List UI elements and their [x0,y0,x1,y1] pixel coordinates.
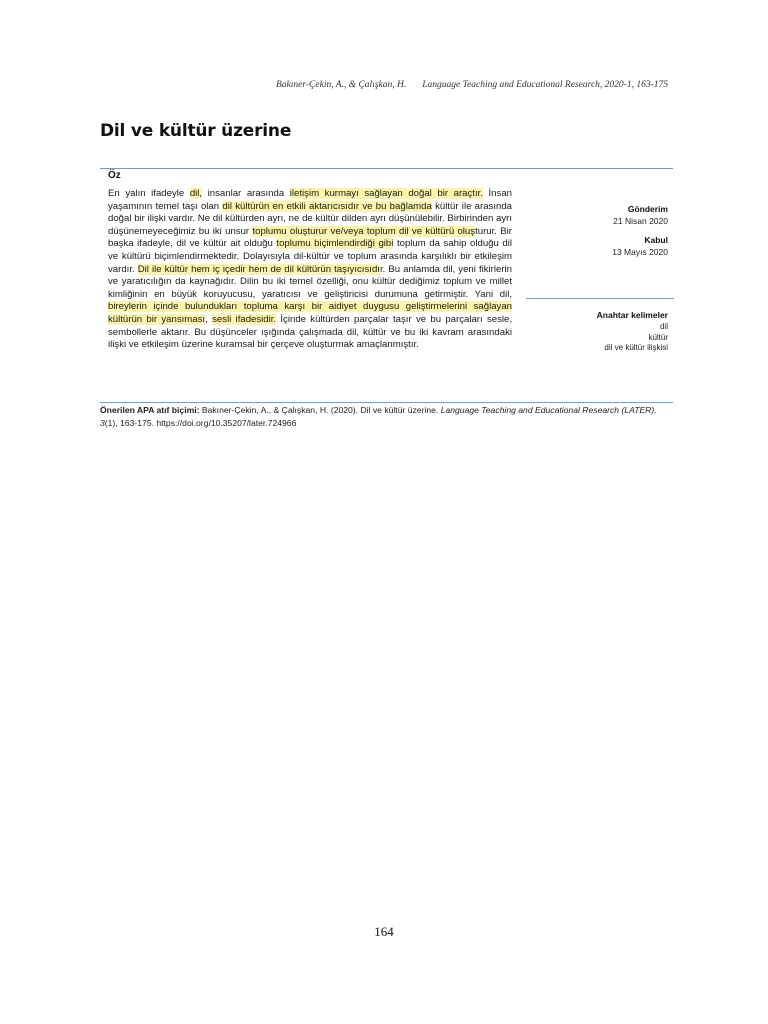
submitted-block [540,204,668,226]
abstract-body [108,188,512,352]
abstract-text: toplum da sahip olduğu dil ve kültürü biçimlendirmektedir. Dolayısıyla dil-kültür ve toplum arasında karşılıklı bir etkileşim vardır. [108,238,513,275]
suggested-citation [100,404,670,429]
highlighted-text: iletişim kurmayı sağlayan doğal bir araçtır. [289,188,483,199]
divider-top [100,168,673,169]
highlighted-text: toplumu biçimlendirdiği gibi [276,238,394,250]
highlighted-text: toplumu oluşturur ve/veya toplum dil ve kültürü oluş [252,225,476,237]
highlighted-text: dil, [189,188,203,199]
citation-issue: (1), 163-175. https://doi.org/10.35207/later.724966 [104,417,297,428]
highlighted-text: bireylerin içinde bulundukları topluma karşı bir aidiyet duygusu geliştirmelerini sağlayan kültürün bir yansıması [108,301,512,325]
citation-journal: Language Teaching and Educational Research (LATER), 3 [100,405,657,428]
abstract-text: , [205,313,213,325]
accepted-date: 13 Mayıs 2020 [612,247,668,257]
abstract-text: r. Bu anlamda dil, yeni fikirlerin ve yaratıcılığın da kaynağıdır. Dilin bu iki temel özelliği, onu kültür dediğimiz toplum ve millet kimliğinin en büyük koruyucusu, yaratıcısı ve geliştiricisi durumuna getirmiştir. Yani dil, [108,263,513,300]
running-header-journal: Language Teaching and Educational Research, 2020-1, 163-175 [422,80,668,90]
running-header [276,80,668,90]
abstract-heading: Öz [108,170,121,181]
abstract-text: kültür ile arasında doğal bir ilişki vardır. Ne dil kültürden ayrı, ne de kültür dilden ayrı düşünülebilir. Birbirinden ayrı düşünemeyeceğimiz bu iki unsur [108,200,512,237]
keyword-item: kültür [648,332,668,342]
abstract-text: İnsan yaşamının temel taşı olan [108,188,512,212]
keyword-item: dil [659,322,668,331]
accepted-block [540,235,668,257]
divider-bottom [100,402,673,403]
highlighted-text: dil kültürün en etkili aktarıcısıdır ve bu bağlamda [222,200,432,212]
abstract-text: En yalın ifadeyle [108,188,190,199]
citation-lead: Önerilen APA atıf biçimi: [100,405,200,415]
accepted-label: Kabul [644,235,668,245]
running-header-authors: Bakıner-Çekin, A., & Çalışkan, H. [276,80,407,90]
highlighted-text: sesli ifadesidir. [212,313,277,325]
abstract-text: turur. Bir başka ifadeyle, dil ve kültür ait olduğu [108,225,512,250]
divider-sidebar [526,298,674,299]
keywords-block [540,310,668,354]
citation-authors: Bakıner-Çekin, A., & Çalışkan, H. (2020). Dil ve kültür üzerine. [199,405,441,415]
page-number: 164 [374,924,394,939]
keyword-item: dil ve kültür ilişkisi [604,343,668,352]
highlighted-text: Dil ile kültür hem iç içedir hem de dil kültürün taşıyıcısıdı [137,263,380,275]
abstract-text: İçinde kültürden parçalar taşır ve bu parçaları sesle, sembollerle aktarır. Bu düşünceler ışığında çalışmada dil, kültür ve bu iki kavram arasındaki ilişki ve etkileşim üzerine kuramsal bir çerçeve oluşturmak amaçlanmıştır. [108,313,513,351]
submitted-date: 21 Nisan 2020 [613,216,668,226]
submitted-label: Gönderim [627,204,668,214]
abstract-text: insanlar arasında [202,188,290,199]
article-title: Dil ve kültür üzerine [100,121,292,141]
keywords-label: Anahtar kelimeler [596,310,668,320]
